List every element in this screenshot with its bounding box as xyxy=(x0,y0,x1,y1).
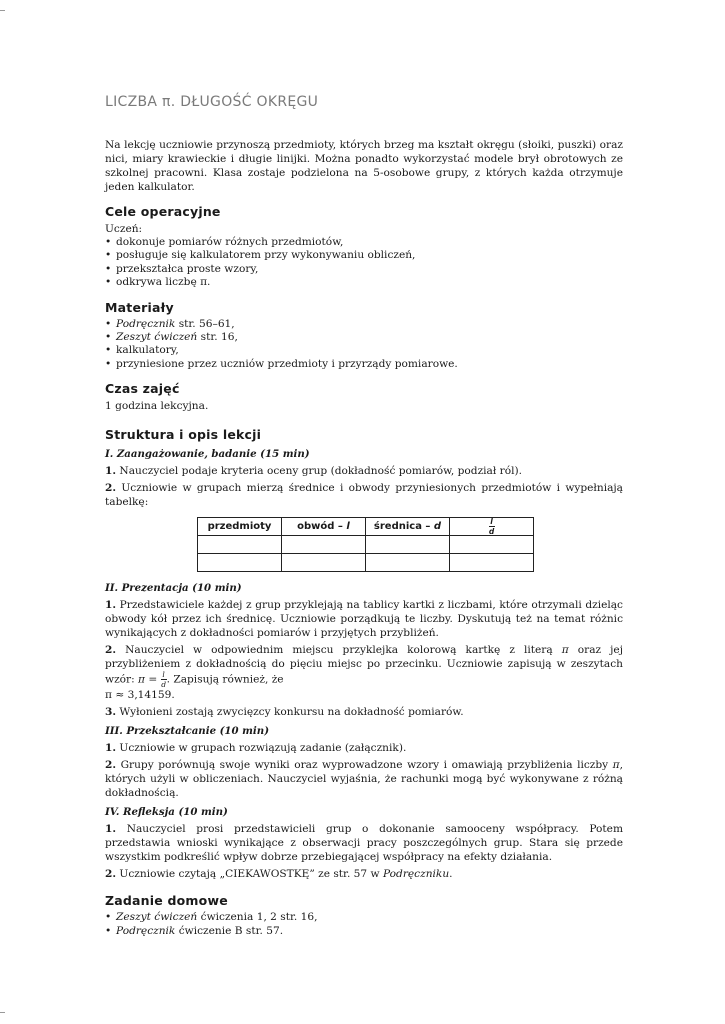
table-row xyxy=(198,536,534,554)
table-cell[interactable] xyxy=(366,536,450,554)
section-4-item-1: 1. Nauczyciel prosi przedstawicieli grup o dokonanie samooceny współpracy. Potem przedstawia wnioski wynikające z obserwacji pracy poszczególnych grup. Stara się przede wszystkim podkreślić wpływ dobrze przebiegającej współpracy na efekty działania. xyxy=(105,823,623,864)
list-item: • Zeszyt ćwiczeń str. 16, xyxy=(105,331,623,344)
list-item: • przyniesione przez uczniów przedmioty i przyrządy pomiarowe. xyxy=(105,358,623,371)
margin-tick-top xyxy=(0,10,5,11)
section-3-item-2: 2. Grupy porównują swoje wyniki oraz wyprowadzone wzory i omawiają przybliżenia liczby π, których użyli w obliczeniach. Nauczyciel wyjaśnia, że rachunki mogą być wykonywane z różną dokładnością. xyxy=(105,759,623,800)
section-4-title: IV. Refleksja (10 min) xyxy=(105,806,228,819)
table-cell[interactable] xyxy=(450,554,534,572)
table-cell[interactable] xyxy=(282,554,366,572)
list-item: • posługuje się kalkulatorem przy wykonywaniu obliczeń, xyxy=(105,249,623,262)
page-title: LICZBA π. DŁUGOŚĆ OKRĘGU xyxy=(105,94,319,110)
homework-list xyxy=(105,911,623,938)
table-cell[interactable] xyxy=(198,554,282,572)
list-item: • Zeszyt ćwiczeń ćwiczenia 1, 2 str. 16, xyxy=(105,911,623,924)
section-2-item-3: 3. Wyłonieni zostają zwycięzcy konkursu na dokładność pomiarów. xyxy=(105,706,464,719)
structure-heading: Struktura i opis lekcji xyxy=(105,427,262,443)
col-header-ratio: $\frac{l}{d}$ xyxy=(450,518,534,536)
list-item: • Podręcznik str. 56–61, xyxy=(105,318,623,331)
goals-list xyxy=(105,236,623,290)
section-3-title: III. Przekształcanie (10 min) xyxy=(105,725,270,738)
section-2-item-1: 1. Przedstawiciele każdej z grup przyklejają na tablicy kartki z liczbami, które otrzymali dzieląc obwody kół przez ich średnicę. Uczniowie porządkują te liczby. Dyskutują też na temat różnic wynikających z dokładności pomiarów i przyjętych przybliżeń. xyxy=(105,599,623,640)
time-heading: Czas zajęć xyxy=(105,381,180,397)
section-2-item-2: 2. Nauczyciel w odpowiednim miejscu przyklejka kolorową kartkę z literą π oraz jej przybliżeniem z dokładnością do pięciu miejsc po przecinku. Uczniowie zapisują w zeszytach wzór: π = $\frac{l}{d}$ . Zapisują również, że π ≈ 3,14159. xyxy=(105,644,623,702)
section-3-item-1: 1. Uczniowie w grupach rozwiązują zadanie (załącznik). xyxy=(105,742,407,755)
table-cell[interactable] xyxy=(450,536,534,554)
margin-tick-bottom xyxy=(0,1012,5,1013)
table-cell[interactable] xyxy=(282,536,366,554)
section-1-item-2: 2. Uczniowie w grupach mierzą średnice i obwody przyniesionych przedmiotów i wypełniają tabelkę: xyxy=(105,482,623,509)
section-1-title: I. Zaangażowanie, badanie (15 min) xyxy=(105,448,310,461)
col-header-diameter: średnica – d xyxy=(366,518,450,536)
intro-paragraph: Na lekcję uczniowie przynoszą przedmioty, których brzeg ma kształt okręgu (słoiki, puszki) oraz nici, miary krawieckie i długie linijki. Można ponadto wykorzystać modele brył obrotowych ze szkolnej pracowni. Klasa zostaje podzielona na 5-osobowe grupy, z których każda otrzymuje jeden kalkulator. xyxy=(105,139,623,193)
materials-list xyxy=(105,318,623,372)
table-cell[interactable] xyxy=(198,536,282,554)
list-item: • odkrywa liczbę π. xyxy=(105,276,623,289)
section-1-item-1: 1. Nauczyciel podaje kryteria oceny grup (dokładność pomiarów, podział ról). xyxy=(105,465,523,478)
list-item: • dokonuje pomiarów różnych przedmiotów, xyxy=(105,236,623,249)
homework-heading: Zadanie domowe xyxy=(105,893,228,909)
goals-lead: Uczeń: xyxy=(105,223,143,235)
list-item: • kalkulatory, xyxy=(105,344,623,357)
document-page xyxy=(105,94,623,938)
table-cell[interactable] xyxy=(366,554,450,572)
col-header-circumference: obwód – l xyxy=(282,518,366,536)
measurement-table xyxy=(197,517,534,572)
table-header-row xyxy=(198,518,534,536)
col-header-objects: przedmioty xyxy=(198,518,282,536)
goals-heading: Cele operacyjne xyxy=(105,204,221,219)
time-value: 1 godzina lekcyjna. xyxy=(105,400,209,413)
section-2-title: II. Prezentacja (10 min) xyxy=(105,582,242,595)
list-item: • przekształca proste wzory, xyxy=(105,263,623,276)
table-row xyxy=(198,554,534,572)
section-4-item-2: 2. Uczniowie czytają „CIEKAWOSTKĘ” ze str. 57 w Podręczniku. xyxy=(105,868,453,881)
list-item: • Podręcznik ćwiczenie B str. 57. xyxy=(105,925,623,938)
materials-heading: Materiały xyxy=(105,299,174,315)
